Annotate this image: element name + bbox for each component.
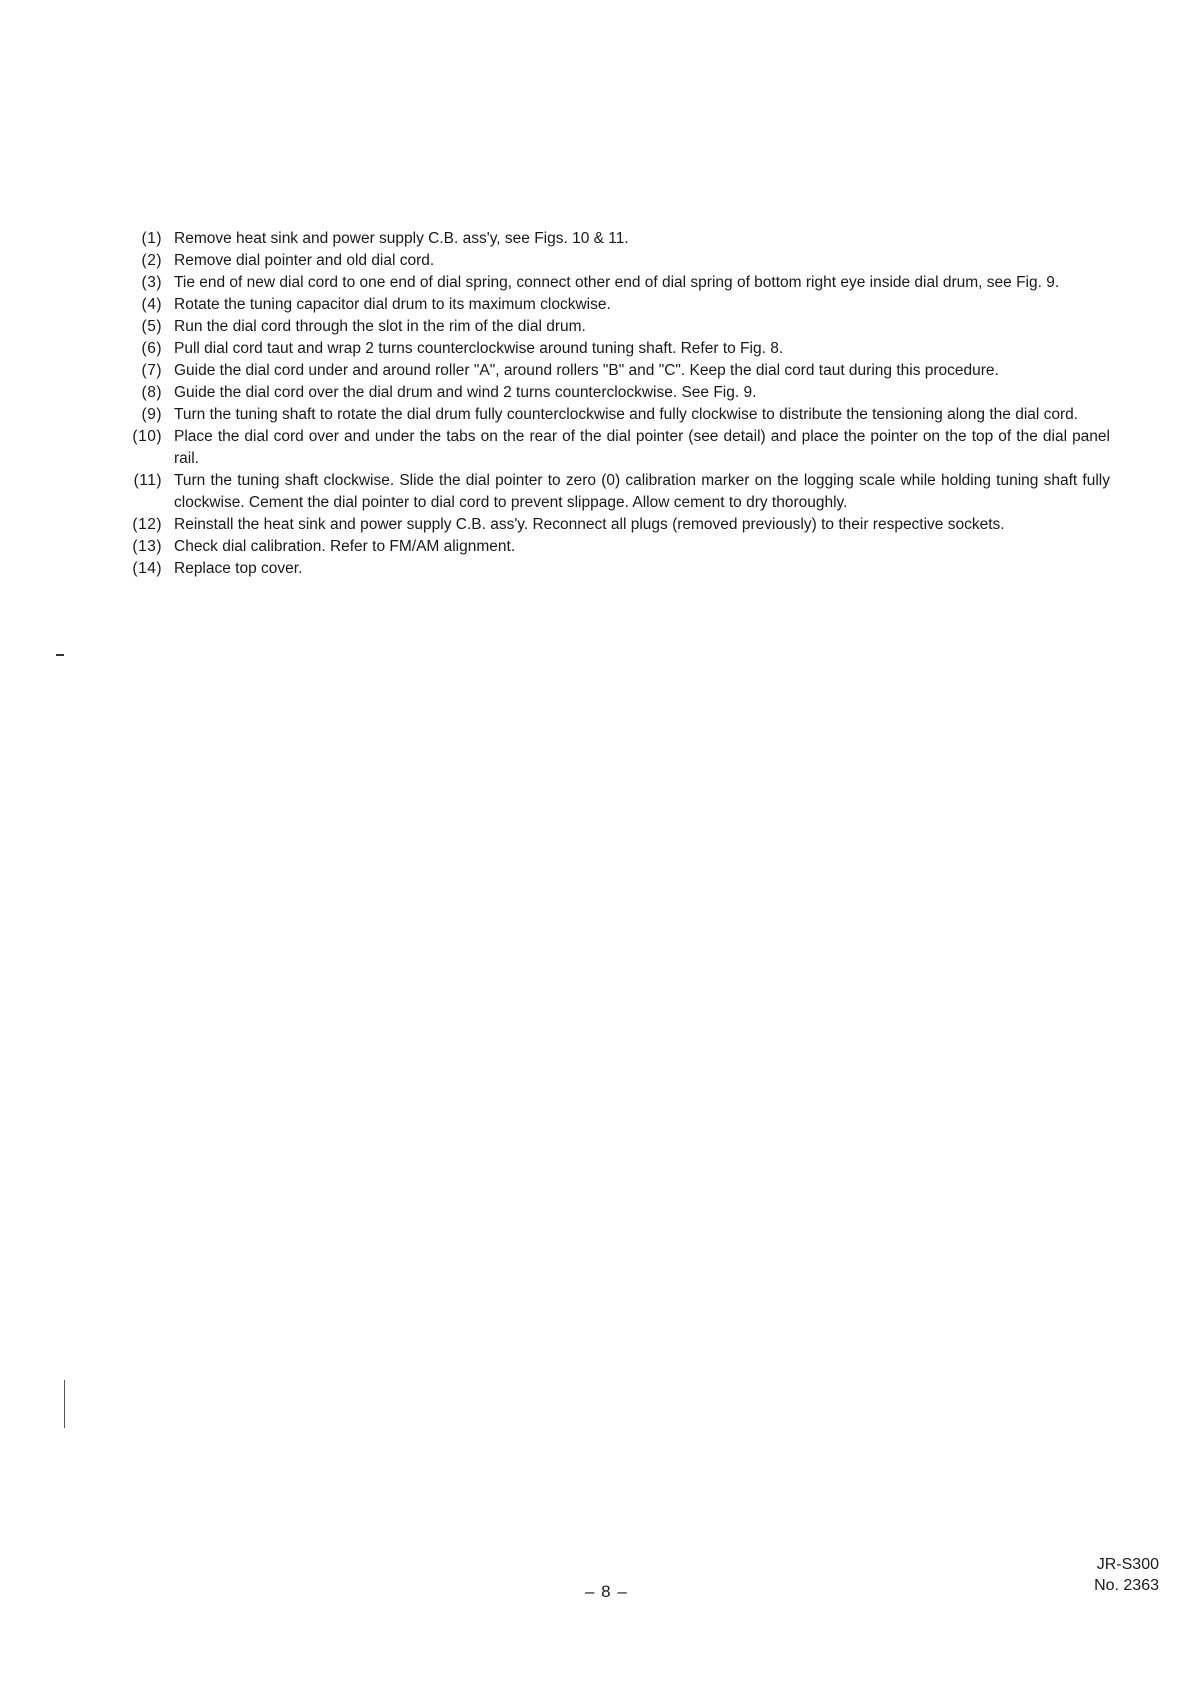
step-item	[120, 338, 1110, 360]
step-number: (5)	[141, 318, 162, 335]
step-number: (4)	[141, 296, 162, 313]
step-number: (14)	[132, 560, 162, 577]
step-item	[120, 382, 1110, 404]
procedure-steps	[120, 228, 1110, 580]
step-item	[120, 536, 1110, 558]
step-number: (12)	[132, 516, 162, 533]
document-number: No. 2363	[1094, 1577, 1159, 1594]
step-text: Remove heat sink and power supply C.B. ass'y, see Figs. 10 & 11.	[174, 230, 629, 247]
step-item	[120, 360, 1110, 382]
step-item	[120, 294, 1110, 316]
step-item	[120, 426, 1110, 470]
step-item	[120, 558, 1110, 580]
step-item	[120, 316, 1110, 338]
step-number: (1)	[141, 230, 162, 247]
document-reference	[1094, 1554, 1159, 1596]
step-item	[120, 228, 1110, 250]
step-number: (9)	[141, 406, 162, 423]
step-number: (13)	[132, 538, 162, 555]
step-text: Replace top cover.	[174, 560, 303, 577]
step-text: Tie end of new dial cord to one end of dial spring, connect other end of dial spring of bottom right eye inside dial drum, see Fig. 9.	[174, 274, 1060, 291]
step-text: Turn the tuning shaft to rotate the dial drum fully counterclockwise and fully clockwise to distribute the tensioning along the dial cord.	[174, 406, 1079, 423]
step-text: Reinstall the heat sink and power supply C.B. ass'y. Reconnect all plugs (removed previously) to their respective sockets.	[174, 516, 1005, 533]
step-text: Pull dial cord taut and wrap 2 turns counterclockwise around tuning shaft. Refer to Fig. 8.	[174, 340, 784, 357]
step-text: Turn the tuning shaft clockwise. Slide the dial pointer to zero (0) calibration marker on the logging scale while holding tuning shaft fully clockwise. Cement the dial pointer to dial cord to prevent slippage. Allow cement to dry thoroughly.	[174, 472, 1110, 511]
step-text: Guide the dial cord under and around roller "A", around rollers "B" and "C". Keep the dial cord taut during this procedure.	[174, 362, 999, 379]
step-number: (10)	[132, 428, 162, 445]
step-text: Guide the dial cord over the dial drum and wind 2 turns counterclockwise. See Fig. 9.	[174, 384, 757, 401]
step-number: (2)	[141, 252, 162, 269]
step-number: (8)	[141, 384, 162, 401]
margin-dash-mark	[56, 654, 64, 656]
step-item	[120, 470, 1110, 514]
page-number: – 8 –	[585, 1582, 628, 1601]
step-text: Place the dial cord over and under the tabs on the rear of the dial pointer (see detail) and place the pointer on the top of the dial panel rail.	[174, 428, 1110, 467]
margin-scan-line	[64, 1380, 65, 1428]
step-number: (7)	[141, 362, 162, 379]
step-text: Check dial calibration. Refer to FM/AM alignment.	[174, 538, 516, 555]
step-number: (6)	[141, 340, 162, 357]
model-number: JR-S300	[1096, 1556, 1159, 1573]
step-number: (3)	[141, 274, 162, 291]
step-item	[120, 272, 1110, 294]
step-item	[120, 250, 1110, 272]
step-text: Run the dial cord through the slot in the rim of the dial drum.	[174, 318, 586, 335]
step-item	[120, 514, 1110, 536]
step-text: Remove dial pointer and old dial cord.	[174, 252, 435, 269]
step-number: (11)	[133, 472, 162, 489]
step-text: Rotate the tuning capacitor dial drum to its maximum clockwise.	[174, 296, 611, 313]
step-item	[120, 404, 1110, 426]
